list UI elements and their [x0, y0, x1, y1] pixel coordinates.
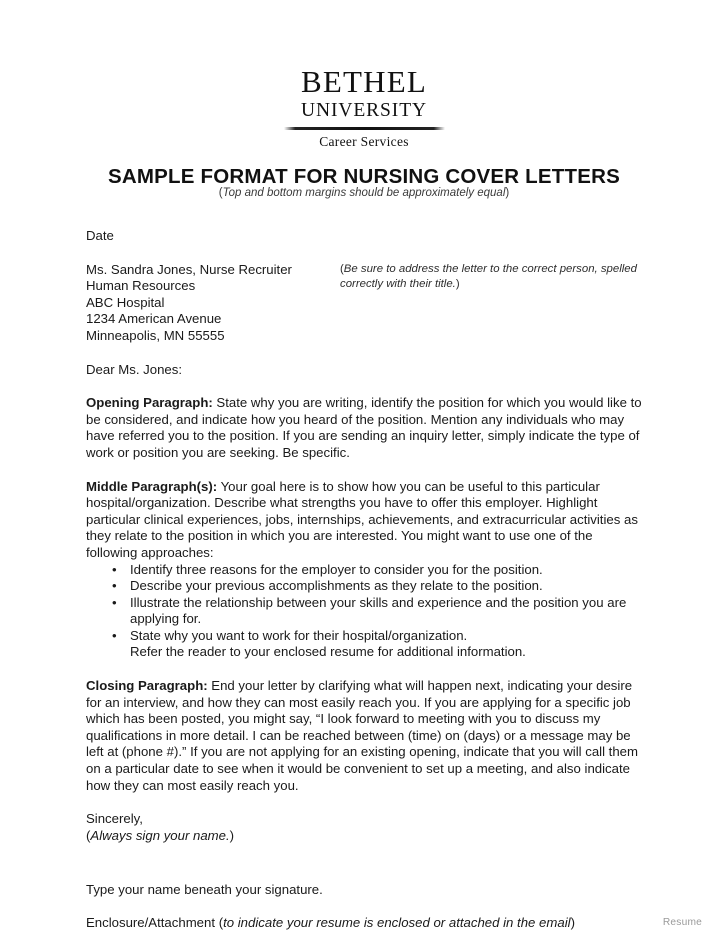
bullet-icon: •: [112, 594, 117, 610]
letter-body: [86, 228, 642, 932]
sign-off: Sincerely,: [86, 811, 143, 827]
recipient-line-4: 1234 American Avenue: [86, 311, 222, 327]
list-item-text: Identify three reasons for the employer to consider you for the position.: [130, 561, 543, 577]
list-item: [86, 578, 642, 595]
list-item-text: State why you want to work for their hospital/organization.: [130, 627, 468, 643]
closing-paragraph: [86, 678, 642, 794]
salutation: Dear Ms. Jones:: [86, 361, 183, 377]
recipient-line-2: Human Resources: [86, 278, 196, 294]
list-item-text: Describe your previous accomplishments as they relate to the position.: [130, 578, 543, 594]
opening-paragraph-text: State why you are writing, identify the position for which you would like to be considered, and indicate how you heard of the position. Mention any individuals who may have referred you to the position. If you are sending an inquiry letter, simply indicate the type of work or position you are seeking. Be specific.: [86, 395, 642, 460]
recipient-annotation: [340, 262, 640, 293]
page-subtitle: [0, 187, 728, 199]
middle-paragraph-lead: Middle Paragraph(s):: [86, 478, 218, 494]
footer-label: Resume: [662, 917, 702, 928]
list-item: [86, 562, 642, 579]
middle-paragraph-text: Your goal here is to show how you can be useful to this particular hospital/organization. Describe what strengths you have to offer this employer. Highlight particular clinical experiences, jobs, internships, achievements, and extracurricular activities as they relate to the position in which you are interested. You might want to use one of the following approaches:: [86, 478, 638, 560]
recipient-line-1: Ms. Sandra Jones, Nurse Recruiter: [86, 261, 292, 277]
bullet-icon: •: [112, 561, 117, 577]
department-name: Career Services: [319, 133, 409, 149]
opening-paragraph-lead: Opening Paragraph:: [86, 395, 213, 411]
list-item: [86, 628, 642, 645]
institution-name: BETHEL: [300, 64, 427, 99]
sign-note-close-paren: ): [229, 827, 235, 843]
approaches-list: [86, 562, 642, 662]
sign-note-open-paren: (: [86, 827, 91, 843]
sign-note-text: Always sign your name.: [90, 827, 230, 843]
enclosure-open-paren: (: [218, 915, 224, 930]
subtitle-text: Top and bottom margins should be approximately equal: [222, 187, 506, 199]
annotation-text: Be sure to address the letter to the correct person, spelled correctly with their title.: [340, 262, 637, 291]
closing-paragraph-text: End your letter by clarifying what will happen next, indicating your desire for an interview, and how they can most easily reach you. If you are applying for a specific job which has been posted, you might say, “I look forward to meeting with you to discuss my qualifications in more detail. I can be reached between (time) on (days) or a message may be left at (phone #).” If you are not applying for an existing opening, indicate that you will call them on a particular date to see when it would be convenient to set up a meeting, and also indicate how they can most easily reach you.: [86, 678, 638, 793]
middle-paragraph: [86, 479, 642, 562]
annotation-close-paren: ): [455, 278, 460, 291]
list-item: [86, 595, 642, 628]
typed-name-line: Type your name beneath your signature.: [86, 882, 323, 898]
enclosure-close-paren: ): [570, 915, 575, 930]
signature-annotation: [86, 828, 642, 845]
subtitle-open-paren: (: [218, 187, 223, 199]
bullet-icon: •: [112, 627, 117, 643]
recipient-block: [86, 262, 642, 345]
letterhead: [0, 66, 728, 150]
closing-paragraph-lead: Closing Paragraph:: [86, 678, 208, 694]
letterhead-divider: [284, 127, 445, 130]
annotation-open-paren: (: [340, 262, 344, 275]
bullet-icon: •: [112, 578, 117, 594]
enclosure-label: Enclosure/Attachment: [86, 915, 219, 930]
opening-paragraph: [86, 395, 642, 461]
subtitle-close-paren: ): [505, 187, 510, 199]
enclosure-line: [86, 915, 642, 932]
recipient-line-5: Minneapolis, MN 55555: [86, 327, 225, 343]
list-item-text: Refer the reader to your enclosed resume for additional information.: [130, 644, 526, 660]
list-item-text: Illustrate the relationship between your skills and experience and the position you are applying for.: [130, 594, 627, 627]
recipient-line-3: ABC Hospital: [86, 294, 165, 310]
institution-subname: UNIVERSITY: [301, 99, 427, 121]
date-line: Date: [86, 228, 114, 243]
page-title: SAMPLE FORMAT FOR NURSING COVER LETTERS: [108, 165, 620, 188]
list-item-continuation: [86, 644, 642, 661]
enclosure-text: to indicate your resume is enclosed or attached in the email: [223, 915, 571, 930]
